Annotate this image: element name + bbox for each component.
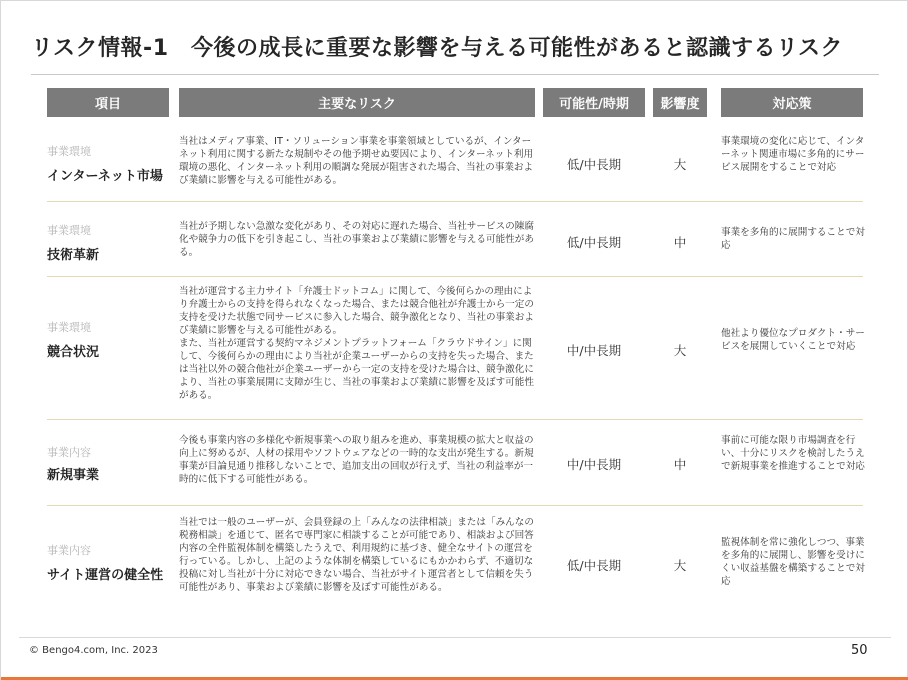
row-item: サイト運営の健全性 — [47, 568, 164, 583]
table-row — [47, 420, 863, 505]
row-category: 事業環境 — [47, 145, 91, 158]
row-impact: 大 — [673, 343, 687, 358]
row-response: 監視体制を常に強化しつつ、事業を多角的に展開し、影響を受けにくい収益基盤を構築することで対応 — [721, 537, 865, 587]
footer-divider — [19, 637, 891, 638]
row-possibility: 低/中長期 — [566, 235, 622, 250]
row-category: 事業環境 — [47, 321, 91, 334]
table-row — [47, 121, 863, 201]
row-response: 事業を多角的に展開することで対応 — [721, 227, 865, 251]
row-item: インターネット市場 — [47, 169, 163, 184]
row-item: 競合状況 — [47, 345, 100, 360]
row-category: 事業環境 — [47, 224, 91, 237]
header-possibility: 可能性/時期 — [543, 88, 645, 117]
row-response: 事前に可能な限り市場調査を行い、十分にリスクを検討したうえで新規事業を推進することで対応 — [721, 435, 865, 472]
row-risk: 今後も事業内容の多様化や新規事業への取り組みを進め、事業規模の拡大と収益の向上に努めるが、人材の採用やソフトウェアなどの一時的な支出が発生する。新規事業が目論見通り推移しないことで、追加支出の回収が行えず、当社の利益率が一時的に低下する可能性がある。 — [179, 435, 534, 485]
row-possibility: 中/中長期 — [566, 343, 622, 358]
page-number: 50 — [851, 643, 868, 658]
header-response: 対応策 — [721, 88, 863, 117]
row-impact: 大 — [673, 558, 687, 573]
row-impact: 大 — [673, 157, 687, 172]
row-risk: 当社はメディア事業、IT・ソリューション事業を事業領域としているが、インターネット利用に関する新たな規制やその他予期せぬ要因により、インターネット利用環境の悪化、インターネット利用の順調な発展が阻害された場合、当社の事業および業績に影響を与える可能性がある。 — [179, 136, 534, 186]
table-row — [47, 202, 863, 276]
row-risk: 当社が運営する主力サイト「弁護士ドットコム」に関して、今後何らかの理由により弁護士からの支持を得られなくなった場合、または競合他社が弁護士から一定の支持を受けた状態で同サービスに参入した場合、競争激化となり、当社の事業および業績に影響を与える可能性がある。 また、当社が運営する契約マネジメントプラットフォーム「クラウドサイン」に関して、今後何らかの理由により当社が企業ユーザーからの支持を失った場合、または当社以外の競合他社が企業ユーザーから一定の支持を受けた場合は、競争激化により、当社の事業展開に支障が生じ、当社の事業および業績に影響を及ぼす可能性がある。 — [179, 286, 534, 401]
row-risk: 当社が予期しない急激な変化があり、その対応に遅れた場合、当社サービスの陳腐化や競争力の低下を引き起こし、当社の事業および業績に影響を与える可能性がある。 — [179, 221, 534, 258]
row-item: 新規事業 — [47, 468, 100, 483]
header-risk: 主要なリスク — [179, 88, 535, 117]
row-possibility: 低/中長期 — [566, 157, 622, 172]
row-item: 技術革新 — [47, 248, 100, 263]
row-category: 事業内容 — [47, 544, 91, 557]
row-category: 事業内容 — [47, 446, 91, 459]
table-row — [47, 277, 863, 419]
row-impact: 中 — [673, 457, 687, 472]
page-title: リスク情報-1 今後の成長に重要な影響を与える可能性があると認識するリスク — [31, 36, 844, 61]
row-response: 他社より優位なプロダクト・サービスを展開していくことで対応 — [721, 328, 865, 352]
header-impact: 影響度 — [653, 88, 707, 117]
row-response: 事業環境の変化に応じて、インターネット関連市場に多角的にサービス展開をすることで対応 — [721, 136, 865, 173]
title-divider — [31, 74, 879, 75]
table-row — [47, 506, 863, 618]
header-item: 項目 — [47, 88, 169, 117]
row-impact: 中 — [673, 235, 687, 250]
row-possibility: 低/中長期 — [566, 558, 622, 573]
copyright: © Bengo4.com, Inc. 2023 — [29, 645, 158, 656]
row-possibility: 中/中長期 — [566, 457, 622, 472]
row-risk: 当社では一般のユーザーが、会員登録の上「みんなの法律相談」または「みんなの税務相談」を通じて、匿名で専門家に相談することが可能であり、相談および回答内容の全件監視体制を構築したうえで、利用規約に基づき、健全なサイトの運営を行っている。しかし、上記のような体制を構築しているにもかかわらず、不適切な投稿に対し当社が十分に対応できない場合、当社がサイト運営者として信頼を失う可能性があり、事業および業績に影響を及ぼす可能性がある。 — [179, 517, 534, 593]
